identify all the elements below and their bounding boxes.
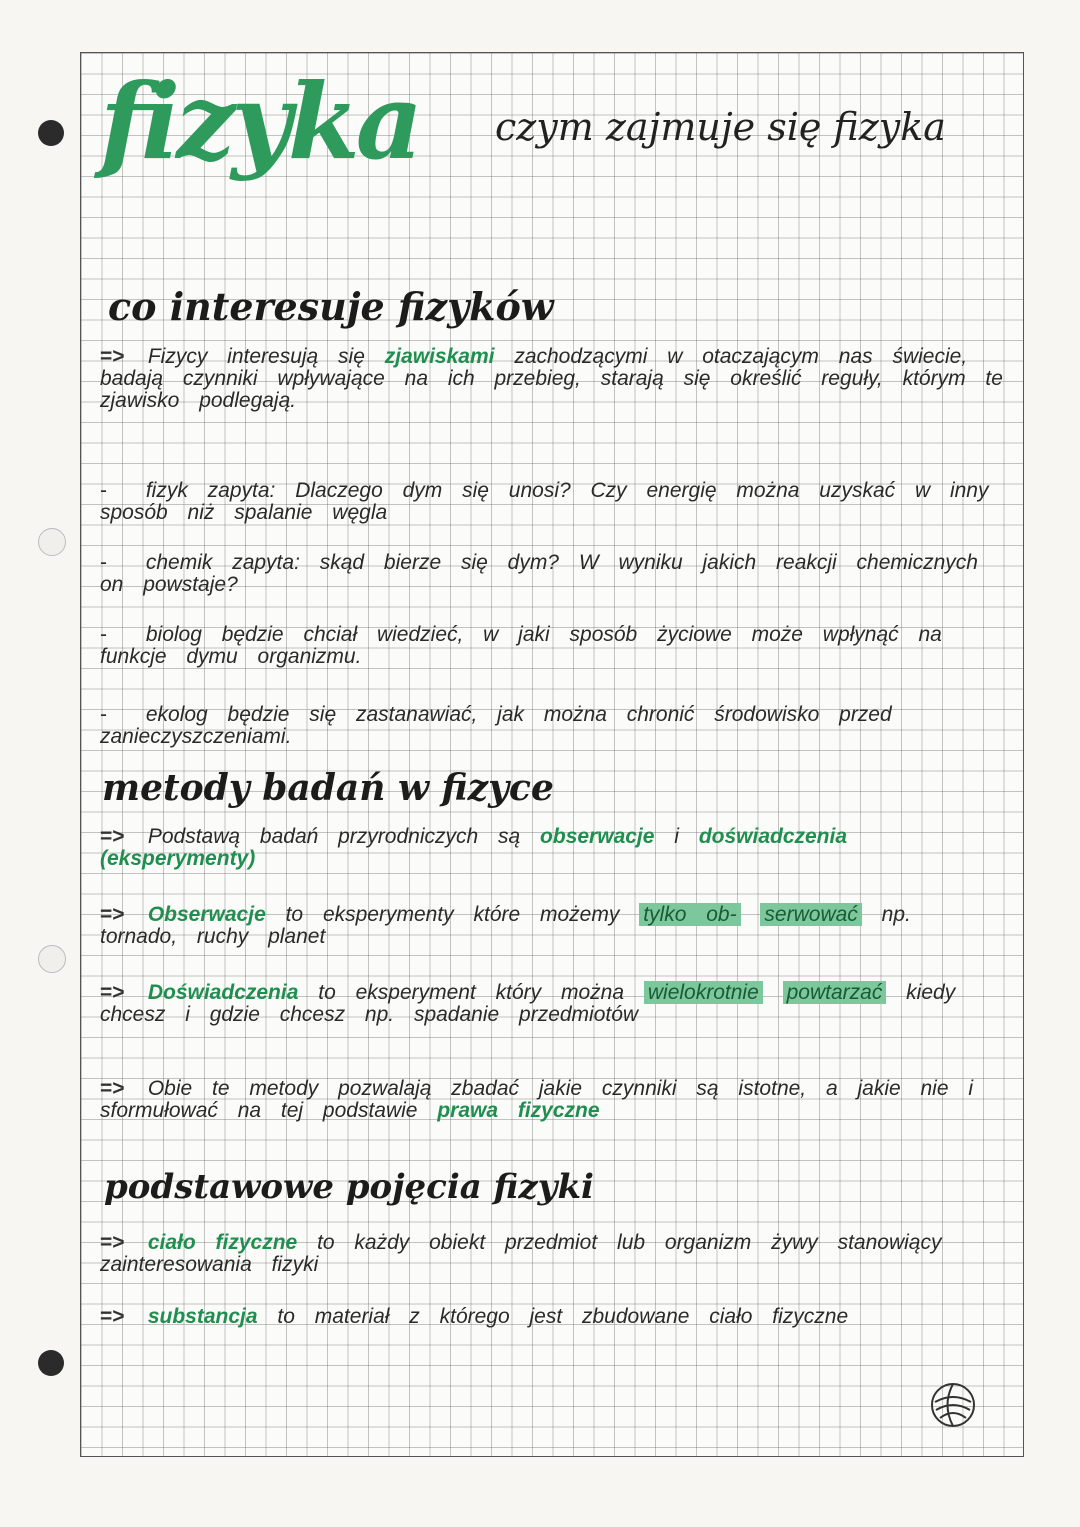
basis-text-a: Podstawą badań przyrodniczych są bbox=[147, 825, 521, 848]
intro-highlight: zjawiskami bbox=[384, 345, 495, 368]
dash-marker: - bbox=[100, 703, 107, 726]
paragraph-observations bbox=[100, 904, 1005, 948]
substance-term: substancja bbox=[147, 1305, 258, 1328]
section-heading-methods: metody badań w fizyce bbox=[102, 767, 554, 809]
list-item-text: ekolog będzie się zastanawiać, jak można chronić środowisko przed zanieczyszczeniami. bbox=[100, 703, 892, 748]
list-item-chemist bbox=[100, 552, 1005, 596]
binder-hole-top bbox=[38, 120, 64, 146]
arrow-marker: => bbox=[100, 1231, 125, 1254]
observations-box-cont: serwować bbox=[760, 903, 861, 926]
experiments-text-b: kiedy chcesz i gdzie chcesz np. spadanie przedmiotów bbox=[100, 981, 956, 1026]
paragraph-intro bbox=[100, 346, 1005, 412]
intro-text-b: zachodzącymi w otaczającym nas świecie, badają czynniki wpływające na ich przebieg, starają się określić reguły, którym te zjawisko podlegają. bbox=[100, 345, 1003, 412]
list-item-text: fizyk zapyta: Dlaczego dym się unosi? Czy energię można uzyskać w inny sposób niż spalanie węgla bbox=[100, 479, 989, 524]
both-methods-text: Obie te metody pozwalają zbadać jakie czynniki są istotne, a jakie nie i sformułować na tej podstawie bbox=[100, 1077, 974, 1122]
dash-marker: - bbox=[100, 623, 107, 646]
globe-logo-icon bbox=[930, 1382, 976, 1428]
dash-marker: - bbox=[100, 551, 107, 574]
intro-text-a: Fizycy interesują się bbox=[147, 345, 365, 368]
substance-text: to materiał z którego jest zbudowane ciało fizyczne bbox=[277, 1305, 849, 1328]
page-title: fizyka bbox=[100, 60, 420, 183]
list-item-biologist bbox=[100, 624, 1005, 668]
list-item-text: biolog będzie chciał wiedzieć, w jaki sposób życiowe może wpłynąć na funkcje dymu organizmu. bbox=[100, 623, 942, 668]
observations-term: Obserwacje bbox=[147, 903, 266, 926]
section-heading-concepts: podstawowe pojęcia fizyki bbox=[104, 1167, 594, 1207]
dash-marker: - bbox=[100, 479, 107, 502]
paragraph-experiments bbox=[100, 982, 1005, 1026]
list-item-text: chemik zapyta: skąd bierze się dym? W wyniku jakich reakcji chemicznych on powstaje? bbox=[100, 551, 978, 596]
list-item-physicist bbox=[100, 480, 1005, 524]
arrow-marker: => bbox=[100, 825, 125, 848]
experiments-text-a: to eksperyment który można bbox=[318, 981, 625, 1004]
observations-text-a: to eksperymenty które możemy bbox=[285, 903, 620, 926]
arrow-marker: => bbox=[100, 903, 125, 926]
list-item-ecologist bbox=[100, 704, 1005, 748]
experiments-term: Doświadczenia bbox=[147, 981, 299, 1004]
experiments-box: wielokrotnie bbox=[644, 981, 763, 1004]
arrow-marker: => bbox=[100, 1077, 125, 1100]
experiments-box-cont: powtarzać bbox=[783, 981, 887, 1004]
arrow-marker: => bbox=[100, 981, 125, 1004]
binder-hole-2 bbox=[38, 528, 66, 556]
physical-body-text: to każdy obiekt przedmiot lub organizm żywy stanowiący zainteresowania fizyki bbox=[100, 1231, 942, 1276]
experiments-highlight: doświadczenia (eksperymenty) bbox=[100, 825, 848, 870]
observations-box: tylko ob- bbox=[639, 903, 740, 926]
physical-laws-highlight: prawa fizyczne bbox=[437, 1099, 600, 1122]
section-heading-interests: co interesuje fizyków bbox=[108, 284, 554, 329]
observations-text-b: np. tornado, ruchy planet bbox=[100, 903, 911, 948]
basis-text-b: i bbox=[674, 825, 679, 848]
physical-body-term: ciało fizyczne bbox=[147, 1231, 298, 1254]
arrow-marker: => bbox=[100, 345, 125, 368]
paragraph-substance bbox=[100, 1306, 1005, 1328]
observations-highlight: obserwacje bbox=[540, 825, 655, 848]
binder-hole-3 bbox=[38, 945, 66, 973]
binder-hole-bottom bbox=[38, 1350, 64, 1376]
page-subtitle: czym zajmuje się fizyka bbox=[495, 105, 946, 149]
paragraph-basis bbox=[100, 826, 1005, 870]
paragraph-physical-body bbox=[100, 1232, 1005, 1276]
paragraph-both-methods bbox=[100, 1078, 1005, 1122]
arrow-marker: => bbox=[100, 1305, 125, 1328]
